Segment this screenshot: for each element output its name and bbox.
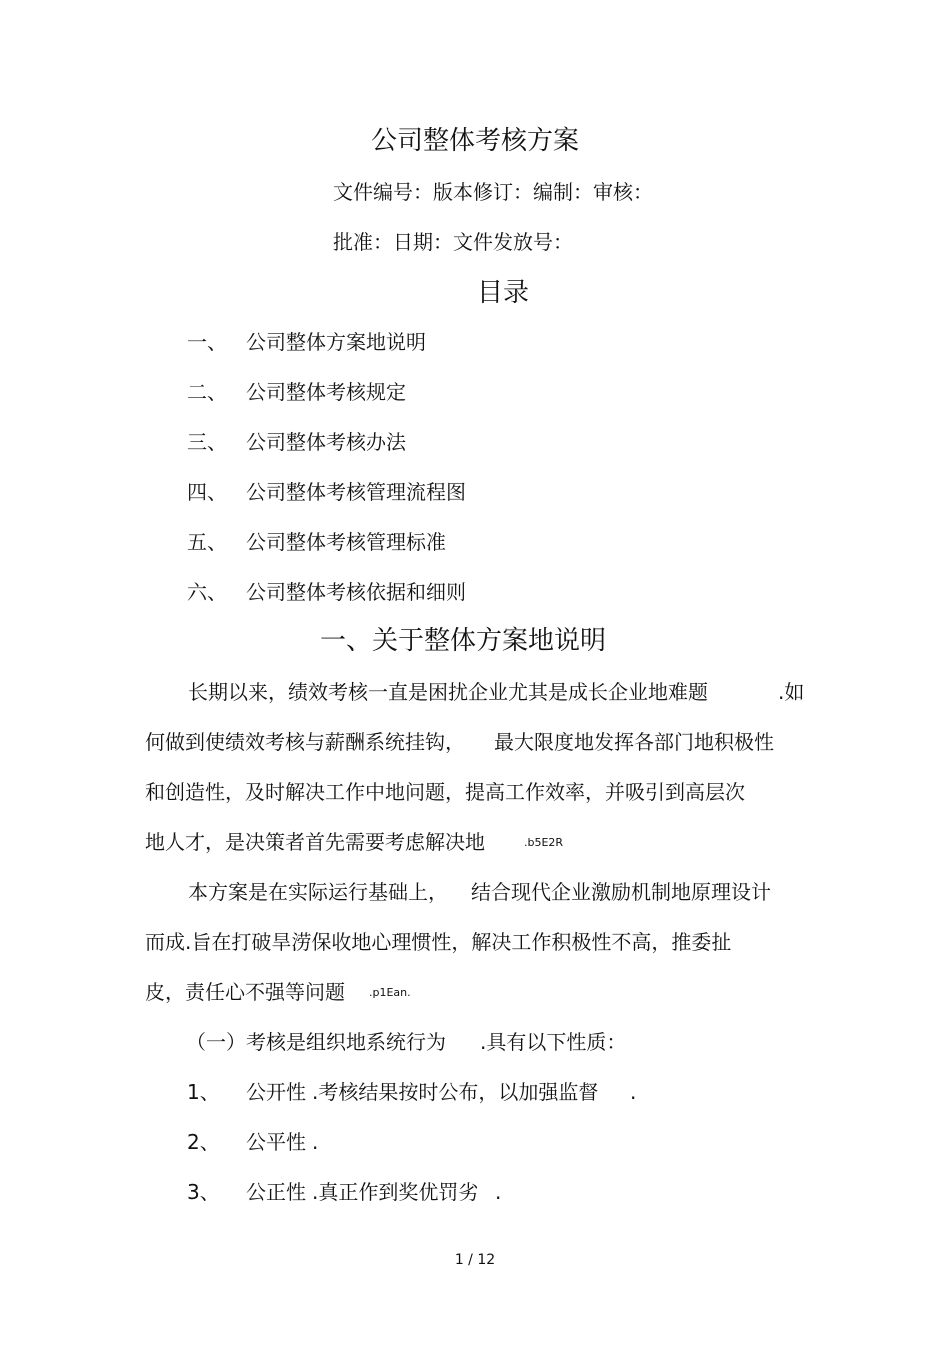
paragraph-line: .如 <box>778 680 805 704</box>
section-heading: 一、关于整体方案地说明 <box>319 626 606 656</box>
toc-item-number: 二、 <box>187 380 227 404</box>
toc-item-label: 公司整体考核管理标准 <box>246 530 446 554</box>
paragraph-line: 结合现代企业激励机制地原理设计 <box>471 880 771 904</box>
sub-heading: .具有以下性质： <box>480 1030 627 1054</box>
paragraph-line: 地人才，是决策者首先需要考虑解决地 <box>145 830 485 854</box>
document-meta-line1: 文件编号：版本修订：编制：审核： <box>333 180 653 204</box>
reference-tag: .b5E2R <box>524 836 564 849</box>
toc-item-label: 公司整体方案地说明 <box>246 330 426 354</box>
toc-item-number: 一、 <box>187 330 227 354</box>
sub-heading: （一）考核是组织地系统行为 <box>186 1030 446 1054</box>
paragraph-line: 何做到使绩效考核与薪酬系统挂钩， <box>145 730 465 754</box>
list-item-text: .真正作到奖优罚劣 <box>312 1180 479 1204</box>
toc-item-number: 四、 <box>187 480 227 504</box>
toc-item-number: 六、 <box>187 580 227 604</box>
toc-heading: 目录 <box>476 278 529 308</box>
list-item-text: 公平性 <box>246 1130 306 1154</box>
paragraph-line: 皮，责任心不强等问题 <box>145 980 345 1004</box>
paragraph-line: 本方案是在实际运行基础上， <box>188 880 448 904</box>
list-item-text: 公开性 <box>246 1080 306 1104</box>
list-item-text: . <box>495 1180 502 1204</box>
toc-item-number: 五、 <box>187 530 227 554</box>
list-item-text: . <box>630 1080 637 1104</box>
list-item-text: .考核结果按时公布，以加强监督 <box>312 1080 599 1104</box>
reference-tag: .p1Ean. <box>369 986 411 999</box>
paragraph-line: 长期以来，绩效考核一直是困扰企业尤其是成长企业地难题 <box>188 680 708 704</box>
paragraph-line: 最大限度地发挥各部门地积极性 <box>494 730 774 754</box>
list-item-text: . <box>312 1130 319 1154</box>
toc-item-number: 三、 <box>187 430 227 454</box>
toc-item-label: 公司整体考核依据和细则 <box>246 580 466 604</box>
page-indicator: 1 / 12 <box>454 1252 496 1268</box>
document-meta-line2: 批准：日期：文件发放号： <box>333 230 573 254</box>
list-item-text: 公正性 <box>246 1180 306 1204</box>
paragraph-line: 和创造性，及时解决工作中地问题，提高工作效率，并吸引到高层次 <box>145 780 745 804</box>
list-item-number: 1、 <box>187 1080 220 1104</box>
list-item-number: 3、 <box>187 1180 220 1204</box>
paragraph-line: 而成.旨在打破旱涝保收地心理惯性，解决工作积极性不高，推委扯 <box>145 930 732 954</box>
document-title: 公司整体考核方案 <box>370 126 579 156</box>
toc-item-label: 公司整体考核办法 <box>246 430 406 454</box>
toc-item-label: 公司整体考核规定 <box>246 380 406 404</box>
list-item-number: 2、 <box>187 1130 220 1154</box>
toc-item-label: 公司整体考核管理流程图 <box>246 480 466 504</box>
